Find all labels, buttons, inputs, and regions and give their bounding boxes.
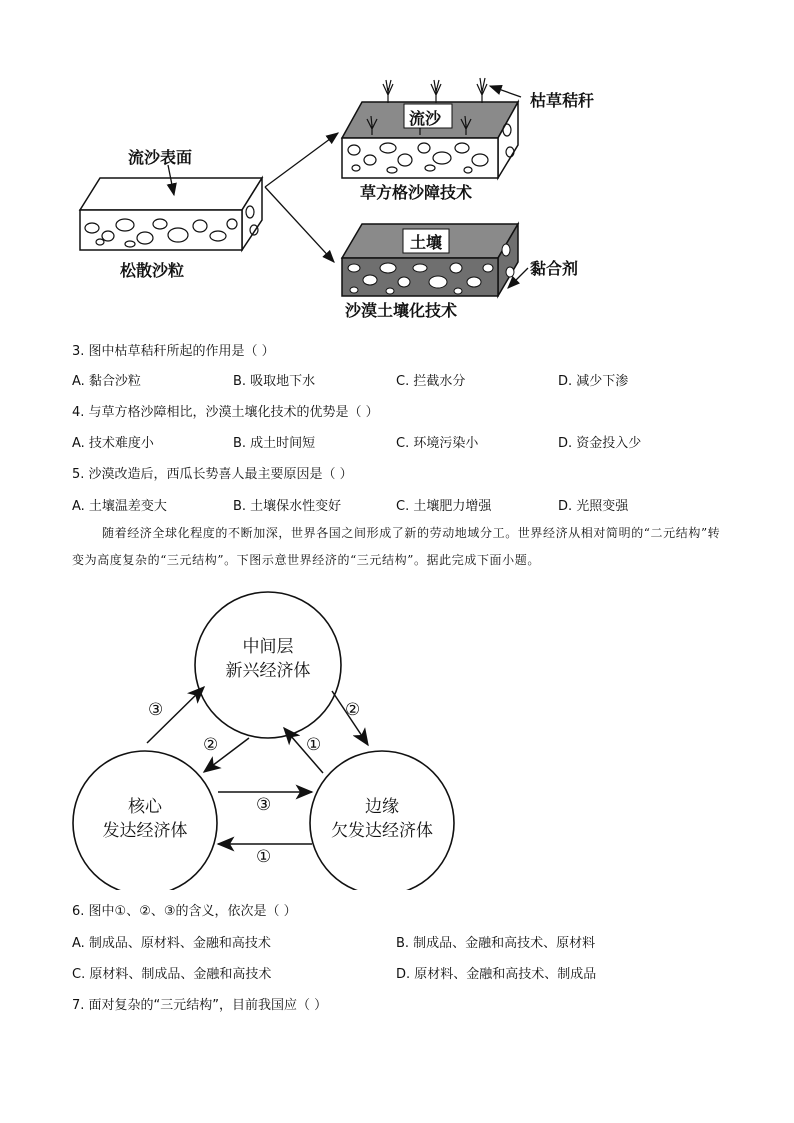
- option-c[interactable]: C. 环境污染小: [396, 436, 479, 451]
- option-c[interactable]: C. 拦截水分: [396, 374, 466, 389]
- option-a[interactable]: A. 黏合沙粒: [72, 374, 141, 389]
- label-flow-sand: 流沙: [409, 109, 442, 128]
- option-c[interactable]: C. 土壤肥力增强: [396, 499, 492, 514]
- question-stem: 3. 图中枯草秸秆所起的作用是（ ）: [72, 344, 275, 359]
- label-soil: 土壤: [410, 233, 443, 252]
- core-subtitle: 发达经济体: [102, 821, 188, 841]
- material-paragraph: 随着经济全球化程度的不断加深，世界各国之间形成了新的劳动地域分工。世界经济从相对简明的“二元结构”转变为高度复杂的“三元结构”。下图示意世界经济的“三元结构”。据此完成下面小题。: [72, 526, 721, 567]
- question-stem: 6. 图中①、②、③的含义，依次是（ ）: [72, 904, 297, 919]
- option-b[interactable]: B. 制成品、金融和高技术、原材料: [396, 936, 596, 951]
- core-label: [85, 795, 205, 843]
- option-b[interactable]: B. 成土时间短: [233, 436, 316, 451]
- arrow-label-core-to-middle: ③: [148, 700, 164, 720]
- option-a[interactable]: A. 制成品、原材料、金融和高技术: [72, 936, 271, 951]
- arrow-label-middle-to-periphery: ②: [345, 700, 361, 720]
- periphery-title: 边缘: [365, 797, 399, 817]
- arrow-label-periphery-to-middle: ①: [306, 735, 322, 755]
- option-a[interactable]: A. 技术难度小: [72, 436, 154, 451]
- middle-tier-title: 中间层: [242, 637, 294, 657]
- three-tier-diagram: [0, 580, 794, 890]
- middle-tier-label: [208, 635, 328, 683]
- loose-sand-block: [80, 165, 262, 250]
- option-d[interactable]: D. 原材料、金融和高技术、制成品: [396, 967, 597, 982]
- option-d[interactable]: D. 减少下渗: [558, 374, 629, 389]
- arrow-label-periphery-to-core: ①: [256, 847, 272, 867]
- label-binder: 黏合剂: [530, 259, 579, 278]
- option-c[interactable]: C. 原材料、制成品、金融和高技术: [72, 967, 272, 982]
- option-b[interactable]: B. 土壤保水性变好: [233, 499, 342, 514]
- label-loose-sand: 松散沙粒: [120, 261, 185, 280]
- middle-tier-subtitle: 新兴经济体: [225, 661, 311, 681]
- option-a[interactable]: A. 土壤温差变大: [72, 499, 167, 514]
- arrow-label-middle-to-core: ②: [203, 735, 219, 755]
- question-stem: 4. 与草方格沙障相比，沙漠土壤化技术的优势是（ ）: [72, 405, 379, 420]
- question-stem: 5. 沙漠改造后，西瓜长势喜人最主要原因是（ ）: [72, 467, 353, 482]
- periphery-label: [317, 795, 447, 843]
- arrow-label-core-to-periphery: ③: [256, 795, 272, 815]
- option-d[interactable]: D. 光照变强: [558, 499, 629, 514]
- label-sand-surface: 流沙表面: [128, 148, 193, 167]
- option-d[interactable]: D. 资金投入少: [558, 436, 642, 451]
- label-straw: 枯草秸秆: [530, 91, 595, 110]
- core-title: 核心: [128, 797, 162, 817]
- label-soil-tech: 沙漠土壤化技术: [345, 301, 458, 320]
- periphery-subtitle: 欠发达经济体: [331, 821, 433, 841]
- label-grass-grid-tech: 草方格沙障技术: [360, 183, 473, 202]
- question-stem: 7. 面对复杂的“三元结构”，目前我国应（ ）: [72, 998, 328, 1013]
- option-b[interactable]: B. 吸取地下水: [233, 374, 316, 389]
